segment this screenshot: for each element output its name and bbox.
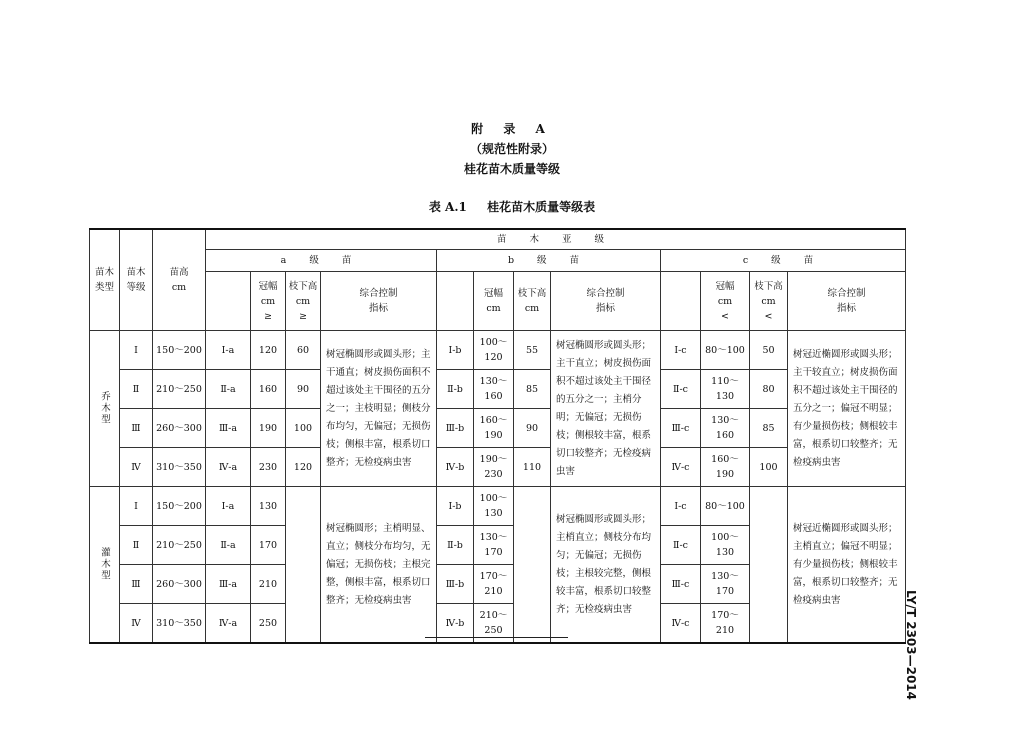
b-code-cell: Ⅰ-b <box>437 487 474 526</box>
a-crown-cell: 170 <box>251 526 286 565</box>
a-code-cell: Ⅰ-a <box>206 331 251 370</box>
a-ctrl-label: 综合控制 <box>359 288 398 299</box>
b-code-cell: Ⅱ-b <box>437 526 474 565</box>
shrub-type-cell: 灌木型 <box>90 487 120 644</box>
b-crown-cell: 130～160 <box>474 370 514 409</box>
c-ctrl-cell: 树冠近椭圆形或圆头形；主干较直立；树皮损伤面积不超过该处主干围径的五分之一；偏冠不明显；有少量损伤枝；侧根较丰富，根系切口较整齐；无检疫病虫害 <box>788 331 906 487</box>
a-crown-cell: 250 <box>251 604 286 644</box>
b-crown-cell: 190～230 <box>474 448 514 487</box>
a-crown-header <box>251 272 286 331</box>
b-code-header <box>437 272 474 331</box>
standard-code: LY/T 2303—2014 <box>904 590 918 701</box>
a-code-cell: Ⅳ-a <box>206 604 251 644</box>
a-crown-sign: ≥ <box>264 310 272 322</box>
col-type-header: 苗木类型 <box>90 229 120 331</box>
a-crown-cell: 160 <box>251 370 286 409</box>
c-branch-unit: cm <box>761 295 776 307</box>
b-branch-label: 枝下高 <box>517 288 547 299</box>
b-code-cell: Ⅳ-b <box>437 448 474 487</box>
height-cell: 150～200 <box>153 487 206 526</box>
footer-rule <box>425 637 568 638</box>
c-crown-cell: 130～170 <box>701 565 750 604</box>
a-code-cell: Ⅲ-a <box>206 565 251 604</box>
grade-table <box>89 228 906 644</box>
a-branch-cell: 100 <box>286 409 321 448</box>
grade-cell: Ⅱ <box>120 370 153 409</box>
a-branch-label: 枝下高 <box>288 280 318 292</box>
a-branch-cell: 60 <box>286 331 321 370</box>
b-crown-label: 冠幅 <box>483 288 503 299</box>
c-branch-cell: 85 <box>750 409 788 448</box>
c-code-cell: Ⅳ-c <box>661 448 701 487</box>
grade-cell: Ⅱ <box>120 526 153 565</box>
c-branch-label: 枝下高 <box>754 280 783 292</box>
a-grade-header: a 级 苗 <box>206 250 437 272</box>
c-ctrl-label: 综合控制 <box>827 288 866 299</box>
b-branch-cell: 110 <box>514 448 551 487</box>
b-branch-empty <box>514 487 551 644</box>
grade-cell: Ⅳ <box>120 448 153 487</box>
grade-cell: Ⅰ <box>120 331 153 370</box>
a-crown-unit: cm <box>260 295 276 307</box>
b-code-cell: Ⅱ-b <box>437 370 474 409</box>
b-code-cell: Ⅰ-b <box>437 331 474 370</box>
a-crown-cell: 210 <box>251 565 286 604</box>
col-height-unit: cm <box>171 282 187 293</box>
a-crown-cell: 190 <box>251 409 286 448</box>
c-branch-header <box>750 272 788 331</box>
b-ctrl-sublabel: 指标 <box>595 303 615 314</box>
table-row <box>90 409 906 448</box>
b-branch-header <box>514 272 551 331</box>
b-branch-unit: cm <box>524 303 540 314</box>
table-row <box>90 448 906 487</box>
a-ctrl-header <box>321 272 437 331</box>
table-title: 桂花苗木质量等级表 <box>487 200 596 214</box>
c-crown-header <box>701 272 750 331</box>
height-cell: 150～200 <box>153 331 206 370</box>
c-crown-sign: < <box>721 310 729 322</box>
a-code-header <box>206 272 251 331</box>
c-ctrl-cell: 树冠近椭圆形或圆头形；主梢直立；偏冠不明显；有少量损伤枝；侧根较丰富，根系切口较整齐；无检疫病虫害 <box>788 487 906 644</box>
a-crown-cell: 230 <box>251 448 286 487</box>
c-code-header <box>661 272 701 331</box>
appendix-title: 桂花苗木质量等级 <box>463 162 560 176</box>
grade-cell: Ⅳ <box>120 604 153 644</box>
c-ctrl-header <box>788 272 906 331</box>
c-ctrl-sublabel: 指标 <box>836 303 856 314</box>
c-code-cell: Ⅰ-c <box>661 487 701 526</box>
c-crown-cell: 110～130 <box>701 370 750 409</box>
c-crown-cell: 160～190 <box>701 448 750 487</box>
c-crown-cell: 170～210 <box>701 604 750 644</box>
a-ctrl-sublabel: 指标 <box>368 303 388 314</box>
c-branch-cell: 50 <box>750 331 788 370</box>
a-crown-cell: 130 <box>251 487 286 526</box>
c-code-cell: Ⅰ-c <box>661 331 701 370</box>
grade-cell: Ⅲ <box>120 409 153 448</box>
c-crown-cell: 100～130 <box>701 526 750 565</box>
c-branch-cell: 80 <box>750 370 788 409</box>
c-crown-label: 冠幅 <box>715 280 735 292</box>
height-cell: 210～250 <box>153 370 206 409</box>
b-crown-header <box>474 272 514 331</box>
b-code-cell: Ⅲ-b <box>437 409 474 448</box>
b-crown-cell: 210～250 <box>474 604 514 644</box>
grade-cell: Ⅲ <box>120 565 153 604</box>
grade-cell: Ⅰ <box>120 487 153 526</box>
a-branch-cell: 120 <box>286 448 321 487</box>
a-code-cell: Ⅰ-a <box>206 487 251 526</box>
c-crown-cell: 80～100 <box>701 487 750 526</box>
a-branch-header <box>286 272 321 331</box>
a-branch-cell: 90 <box>286 370 321 409</box>
a-branch-empty <box>286 487 321 644</box>
b-ctrl-cell: 树冠椭圆形或圆头形；主干直立；树皮损伤面积不超过该处主干围径的五分之一；主梢分明；无偏冠；无损伤枝；侧根较丰富，根系切口较整齐；无检疫病虫害 <box>551 331 661 487</box>
table-row <box>90 370 906 409</box>
a-code-cell: Ⅲ-a <box>206 409 251 448</box>
b-crown-cell: 100～120 <box>474 331 514 370</box>
b-crown-cell: 100～130 <box>474 487 514 526</box>
b-code-cell: Ⅳ-b <box>437 604 474 644</box>
a-crown-cell: 120 <box>251 331 286 370</box>
b-crown-cell: 170～210 <box>474 565 514 604</box>
c-code-cell: Ⅳ-c <box>661 604 701 644</box>
b-code-cell: Ⅲ-b <box>437 565 474 604</box>
a-code-cell: Ⅳ-a <box>206 448 251 487</box>
c-crown-cell: 80～100 <box>701 331 750 370</box>
height-cell: 260～300 <box>153 565 206 604</box>
table-number: 表 A.1 <box>428 200 467 214</box>
c-code-cell: Ⅱ-c <box>661 370 701 409</box>
table-row <box>90 331 906 370</box>
table-caption <box>0 198 1024 215</box>
a-code-cell: Ⅱ-a <box>206 370 251 409</box>
sub-grade-header: 苗 木 亚 级 <box>206 229 906 250</box>
col-height-header <box>153 229 206 331</box>
b-branch-cell: 85 <box>514 370 551 409</box>
c-grade-header: c 级 苗 <box>661 250 906 272</box>
height-cell: 310～350 <box>153 448 206 487</box>
b-branch-cell: 90 <box>514 409 551 448</box>
b-crown-unit: cm <box>486 303 501 314</box>
normative-label: （规范性附录） <box>469 142 554 156</box>
b-ctrl-label: 综合控制 <box>586 288 625 299</box>
a-branch-sign: ≥ <box>299 310 307 322</box>
c-code-cell: Ⅱ-c <box>661 526 701 565</box>
height-cell: 310～350 <box>153 604 206 644</box>
c-branch-empty <box>750 487 788 644</box>
appendix-label: 附 录 A <box>471 122 553 136</box>
col-grade-header: 苗木等级 <box>120 229 153 331</box>
height-cell: 260～300 <box>153 409 206 448</box>
c-crown-unit: cm <box>717 295 733 307</box>
a-code-cell: Ⅱ-a <box>206 526 251 565</box>
a-ctrl-cell: 树冠椭圆形或圆头形；主干通直；树皮损伤面积不超过该处主干围径的五分之一；主枝明显；侧枝分布均匀，无偏冠；无损伤枝；侧根丰富，根系切口整齐；无检疫病虫害 <box>321 331 437 487</box>
c-code-cell: Ⅲ-c <box>661 565 701 604</box>
a-branch-unit: cm <box>295 295 311 307</box>
table-row <box>90 487 906 526</box>
a-ctrl-cell: 树冠椭圆形；主梢明显、直立；侧枝分布均匀，无偏冠；无损伤枝；主根完整，侧根丰富，根系切口整齐；无检疫病虫害 <box>321 487 437 644</box>
c-branch-sign: < <box>764 310 773 322</box>
col-height-label: 苗高 <box>169 267 189 278</box>
b-crown-cell: 130～170 <box>474 526 514 565</box>
b-branch-cell: 55 <box>514 331 551 370</box>
b-ctrl-header <box>551 272 661 331</box>
c-branch-cell: 100 <box>750 448 788 487</box>
c-crown-cell: 130～160 <box>701 409 750 448</box>
a-crown-label: 冠幅 <box>258 280 278 292</box>
arbor-type-cell: 乔木型 <box>90 331 120 487</box>
b-ctrl-cell: 树冠椭圆形或圆头形；主梢直立；侧枝分布均匀；无偏冠；无损伤枝；主根较完整，侧根较丰富，根系切口较整齐；无检疫病虫害 <box>551 487 661 644</box>
c-code-cell: Ⅲ-c <box>661 409 701 448</box>
height-cell: 210～250 <box>153 526 206 565</box>
b-grade-header: b 级 苗 <box>437 250 661 272</box>
b-crown-cell: 160～190 <box>474 409 514 448</box>
